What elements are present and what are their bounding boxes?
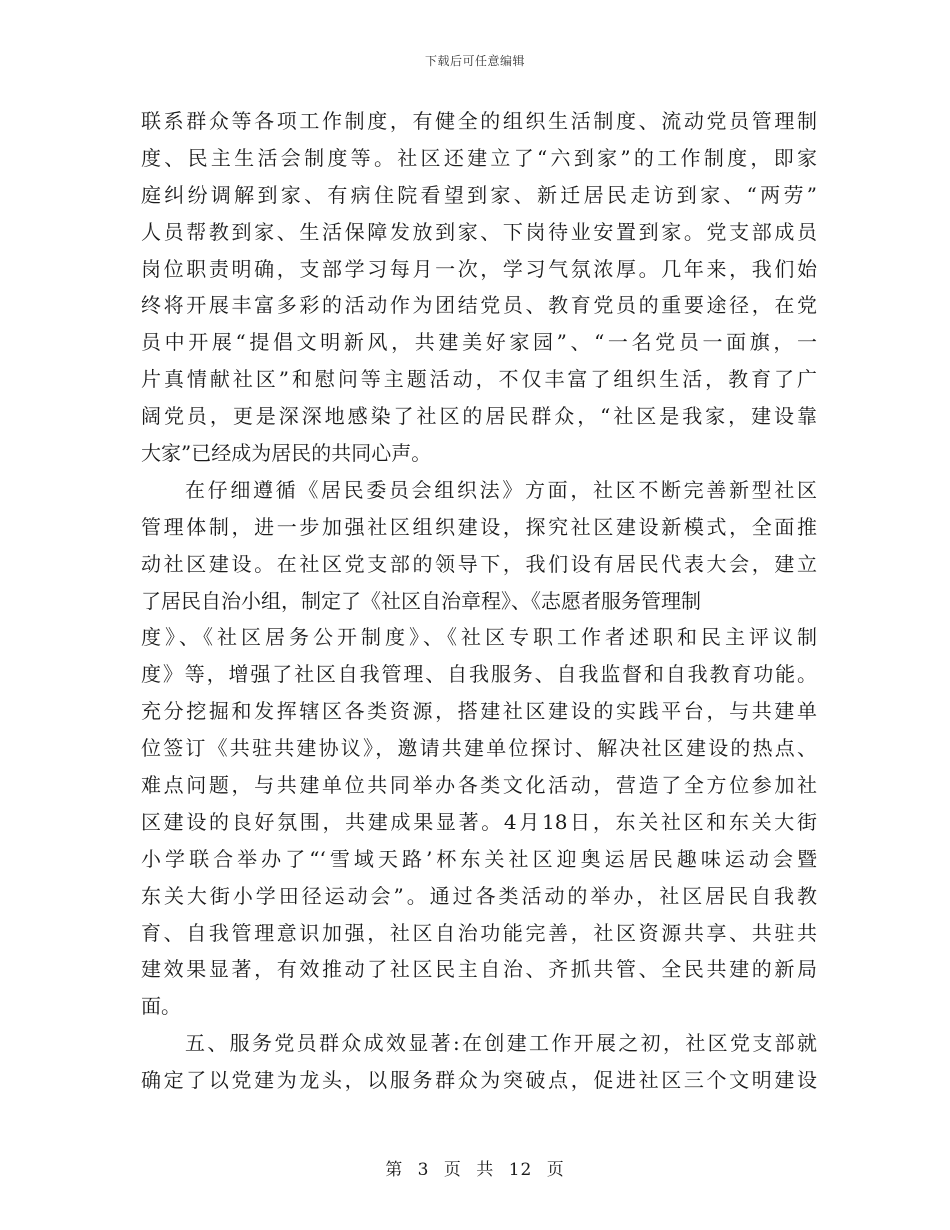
footer-page-word-2: 页	[546, 1160, 565, 1180]
text-line: 难点问题，与共建单位共同举办各类文化活动，营造了全方位参加社	[141, 773, 817, 798]
document-body	[141, 103, 817, 1099]
text-line: 建效果显著，有效推动了社区民主自治、齐抓共管、全民共建的新局	[141, 957, 817, 982]
text-line: 区建设的良好氛围，共建成果显著。4月18日，东关社区和东关大街	[141, 809, 817, 834]
text-line: 面。	[141, 994, 181, 1019]
text-line: 管理体制，进一步加强社区组织建设，探究社区建设新模式，全面推	[141, 514, 817, 539]
total-page-count: 12	[508, 1160, 533, 1180]
page-footer	[0, 1155, 950, 1180]
text-line: 度、民主生活会制度等。社区还建立了“六到家”的工作制度，即家	[141, 145, 817, 170]
text-line: 终将开展丰富多彩的活动作为团结党员、教育党员的重要途径，在党	[141, 293, 817, 318]
text-line: 在仔细遵循《居民委员会组织法》方面，社区不断完善新型社区	[185, 477, 817, 502]
text-line: 动社区建设。在社区党支部的领导下，我们设有居民代表大会，建立	[141, 551, 817, 576]
current-page-number: 3	[417, 1160, 430, 1180]
page-header-note: 下载后可任意编辑	[424, 54, 525, 68]
text-line: 度》、《社区居务公开制度》、《社区专职工作者述职和民主评议制	[141, 625, 817, 650]
text-line: 庭纠纷调解到家、有病住院看望到家、新迁居民走访到家、“两劳”	[141, 182, 817, 207]
text-line: 大家”已经成为居民的共同心声。	[141, 441, 432, 466]
footer-total-word: 共	[476, 1160, 495, 1180]
text-line: 人员帮教到家、生活保障发放到家、下岗待业安置到家。党支部成员	[141, 219, 817, 244]
text-line: 位签订《共驻共建协议》，邀请共建单位探讨、解决社区建设的热点、	[141, 736, 817, 761]
text-line: 五、服务党员群众成效显著:在创建工作开展之初，社区党支部就	[185, 1031, 817, 1056]
text-line: 小学联合举办了“‘雪域天路’杯东关社区迎奥运居民趣味运动会暨	[141, 846, 817, 871]
text-line: 育、自我管理意识加强，社区自治功能完善，社区资源共享、共驻共	[141, 920, 817, 945]
text-line: 员中开展“提倡文明新风，共建美好家园”、“一名党员一面旗，一	[141, 330, 817, 355]
text-line: 东关大街小学田径运动会”。通过各类活动的举办，社区居民自我教	[141, 883, 817, 908]
text-line: 度》等，增强了社区自我管理、自我服务、自我监督和自我教育功能。	[141, 662, 817, 687]
text-line: 阔党员，更是深深地感染了社区的居民群众，“社区是我家，建设靠	[141, 404, 817, 429]
footer-prefix: 第	[385, 1160, 404, 1180]
footer-page-word: 页	[443, 1160, 462, 1180]
text-line: 岗位职责明确，支部学习每月一次，学习气氛浓厚。几年来，我们始	[141, 256, 817, 281]
text-line: 确定了以党建为龙头，以服务群众为突破点，促进社区三个文明建设	[141, 1068, 817, 1093]
text-line: 片真情献社区”和慰问等主题活动，不仅丰富了组织生活，教育了广	[141, 367, 817, 392]
text-line: 联系群众等各项工作制度，有健全的组织生活制度、流动党员管理制	[141, 109, 817, 133]
text-line: 了居民自治小组，制定了《社区自治章程》、《志愿者服务管理制	[141, 588, 701, 613]
text-line: 充分挖掘和发挥辖区各类资源，搭建社区建设的实践平台，与共建单	[141, 699, 817, 724]
